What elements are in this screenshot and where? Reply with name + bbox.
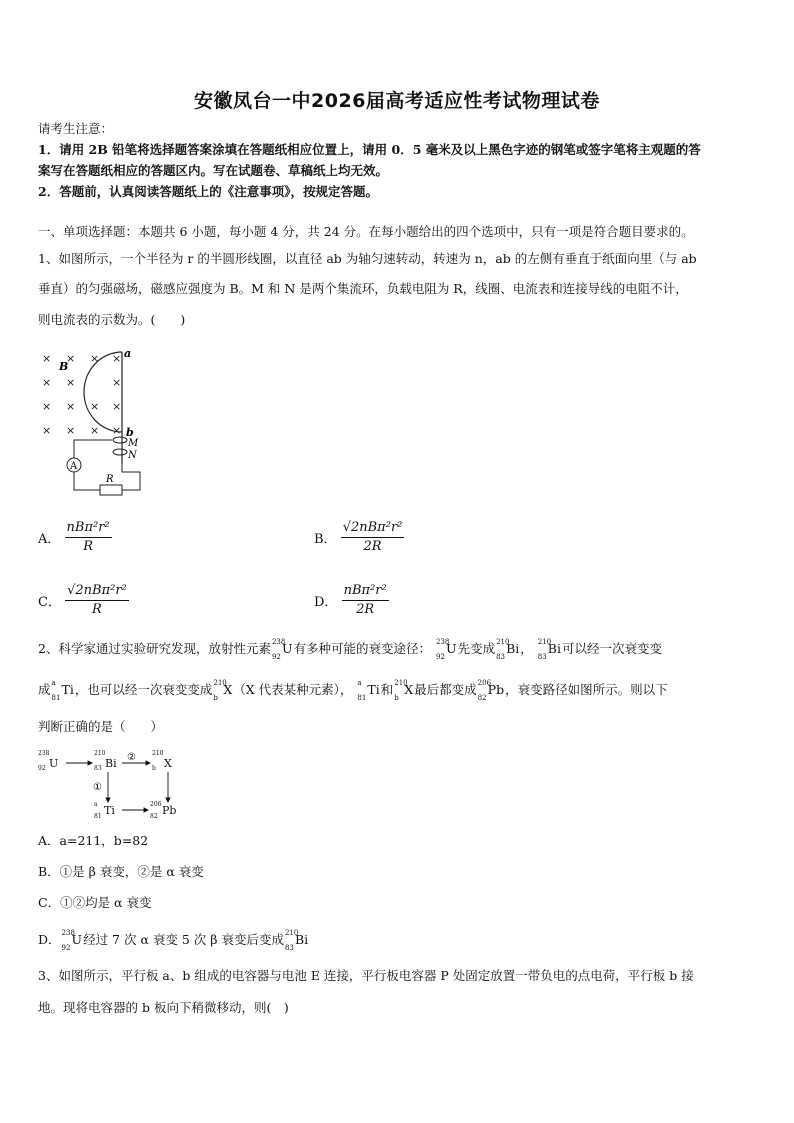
- Ti-charge: 81: [94, 813, 102, 820]
- Pb-charge: 82: [150, 813, 158, 820]
- option-label: A．: [38, 532, 61, 547]
- field-mark: ×: [112, 400, 122, 413]
- notice-heading: 请考生注意：: [38, 121, 114, 136]
- resistor-label: R: [106, 474, 114, 485]
- field-mark: ×: [66, 352, 76, 365]
- wire-left: [74, 440, 112, 458]
- q1-line-3: 则电流表的示数为。( ): [38, 312, 186, 327]
- q3-line-1: 3、如图所示，平行板 a、b 组成的电容器与电池 E 连接，平行板电容器 P 处固定放置一带负电的点电荷，平行板 b 接: [38, 968, 694, 983]
- notice-item-1-line-2: 案写在答题纸相应的答题区内。写在试题卷、草稿纸上均无效。: [38, 163, 389, 178]
- q2-text: 先变成: [457, 641, 496, 656]
- field-mark: ×: [42, 376, 52, 389]
- Pb-mass: 206: [150, 801, 162, 808]
- formula-denominator: R: [83, 539, 93, 554]
- isotope-X: 210 b X: [394, 679, 414, 702]
- Ti-symbol: Ti: [104, 804, 115, 817]
- option-label: D．: [38, 932, 61, 947]
- formula-numerator: nBπ²r²: [65, 519, 112, 538]
- formula-denominator: R: [92, 602, 102, 617]
- X-charge: b: [152, 765, 156, 772]
- option-label: C．: [38, 595, 61, 610]
- field-mark: ×: [90, 352, 100, 365]
- q2-option-d[interactable]: [38, 929, 309, 951]
- q2-line-2: [38, 679, 668, 701]
- arrowhead: [166, 798, 170, 802]
- isotope-U238: 238 92 U: [61, 929, 83, 952]
- Bi-mass: 210: [94, 750, 106, 757]
- X-mass: 210: [152, 750, 164, 757]
- q1-option-c[interactable]: [38, 582, 129, 619]
- arrowhead: [144, 808, 148, 812]
- U-symbol: U: [49, 757, 59, 770]
- isotope-Bi210: 210 83 Bi: [284, 929, 309, 952]
- label-b: b: [126, 426, 134, 439]
- q2-line-1: [38, 638, 662, 660]
- isotope-Ti: a 81 Ti: [51, 679, 74, 702]
- path-1-label: ①: [93, 782, 102, 793]
- formula-denominator: 2R: [356, 602, 375, 617]
- q2-line-3: 判断正确的是（ ）: [38, 719, 164, 734]
- label-N: N: [128, 450, 137, 461]
- isotope-U238: 238 92 U: [271, 638, 293, 661]
- field-mark: ×: [90, 424, 100, 437]
- q2-option-b[interactable]: B．①是 β 衰变，②是 α 衰变: [38, 864, 204, 879]
- ring-M: [113, 437, 127, 443]
- field-mark: ×: [66, 424, 76, 437]
- field-mark: ×: [42, 352, 52, 365]
- U-mass: 238: [38, 750, 50, 757]
- formula-numerator: nBπ²r²: [342, 582, 389, 601]
- field-mark: ×: [112, 424, 122, 437]
- decay-path-diagram: [38, 746, 198, 820]
- q2-option-a[interactable]: A．a=211，b=82: [38, 833, 149, 848]
- formula: [65, 582, 129, 619]
- isotope-Bi210: 210 83 Bi: [496, 638, 520, 661]
- page-title: 安徽凤台一中2026届高考适应性考试物理试卷: [194, 90, 600, 112]
- field-mark: ×: [66, 376, 76, 389]
- Ti-mass: a: [94, 801, 98, 808]
- isotope-Ti: a 81 Ti: [357, 679, 380, 702]
- q2-text: 2、科学家通过实验研究发现，放射性元素: [38, 641, 271, 656]
- formula: [341, 519, 405, 556]
- field-mark: ×: [90, 400, 100, 413]
- option-label: B．: [314, 532, 337, 547]
- wire-bottom-left: [74, 472, 100, 490]
- formula-numerator: √2nBπ²r²: [65, 582, 129, 601]
- formula: [342, 582, 389, 619]
- X-symbol: X: [164, 757, 172, 770]
- q2-text: 最后都变成: [414, 682, 477, 697]
- q1-line-2: 垂直）的匀强磁场，磁感应强度为 B。M 和 N 是两个集流环，负载电阻为 R，线圈、电流表和连接导线的电阻不计，: [38, 281, 688, 296]
- label-B: B: [59, 360, 69, 373]
- section-heading: 一、单项选择题：本题共 6 小题，每小题 4 分，共 24 分。在每小题给出的四个选项中，只有一项是符合题目要求的。: [38, 224, 694, 239]
- arrowhead: [88, 761, 92, 765]
- q1-option-d[interactable]: [314, 582, 389, 619]
- field-mark: ×: [66, 400, 76, 413]
- notice-item-1-line-1: 1．请用 2B 铅笔将选择题答案涂填在答题纸相应位置上，请用 0．5 毫米及以上黑色字迹的钢笔或签字笔将主观题的答: [38, 142, 701, 157]
- resistor-symbol: [100, 485, 122, 495]
- isotope-Pb206: 206 82 Pb: [477, 679, 505, 702]
- q2-option-c[interactable]: C．①②均是 α 衰变: [38, 895, 152, 910]
- option-text: 经过 7 次 α 衰变 5 次 β 衰变后变成: [83, 932, 284, 947]
- q2-text: 成: [38, 682, 51, 697]
- q1-line-1: 1、如图所示，一个半径为 r 的半圆形线圈，以直径 ab 为轴匀速转动，转速为 n，ab 的左侧有垂直于纸面向里（与 ab: [38, 251, 697, 266]
- q1-option-b[interactable]: [314, 519, 404, 556]
- arrowhead: [106, 798, 110, 802]
- notice-item-2: 2．答题前，认真阅读答题纸上的《注意事项》，按规定答题。: [38, 184, 378, 199]
- ring-N: [113, 449, 127, 455]
- q1-coil-figure: [38, 346, 148, 496]
- field-mark: ×: [112, 376, 122, 389]
- U-charge: 92: [38, 765, 46, 772]
- q3-line-2: 地。现将电容器的 b 板向下稍微移动，则( ): [38, 1000, 289, 1015]
- q2-text: 有多种可能的衰变途径：: [293, 641, 432, 656]
- field-mark: ×: [112, 352, 122, 365]
- label-a: a: [124, 347, 132, 360]
- field-mark: ×: [42, 424, 52, 437]
- Pb-symbol: Pb: [162, 804, 177, 817]
- isotope-Bi210: 210 83 Bi: [537, 638, 561, 661]
- q2-text: 和: [380, 682, 394, 697]
- wire-right: [122, 464, 140, 490]
- Bi-symbol: Bi: [105, 757, 117, 770]
- isotope-U238: 238 92 U: [436, 638, 457, 661]
- formula: [65, 519, 112, 556]
- q2-text: ，也可以经一次衰变变成: [74, 682, 213, 697]
- path-2-label: ②: [127, 752, 136, 763]
- isotope-X: 210 b X: [213, 679, 233, 702]
- ammeter-label: A: [70, 461, 78, 472]
- label-M: M: [128, 438, 139, 449]
- q2-text: 可以经一次衰变变: [561, 641, 662, 656]
- Bi-charge: 83: [94, 765, 102, 772]
- arrowhead: [146, 761, 150, 765]
- q1-option-a[interactable]: [38, 519, 112, 556]
- q2-text: ，衰变路径如图所示。则以下: [505, 682, 668, 697]
- field-mark: ×: [42, 400, 52, 413]
- q2-text: ，: [520, 641, 533, 656]
- formula-denominator: 2R: [363, 539, 382, 554]
- option-label: D．: [314, 595, 338, 610]
- formula-numerator: √2nBπ²r²: [341, 519, 405, 538]
- q2-text: （X 代表某种元素），: [233, 682, 353, 697]
